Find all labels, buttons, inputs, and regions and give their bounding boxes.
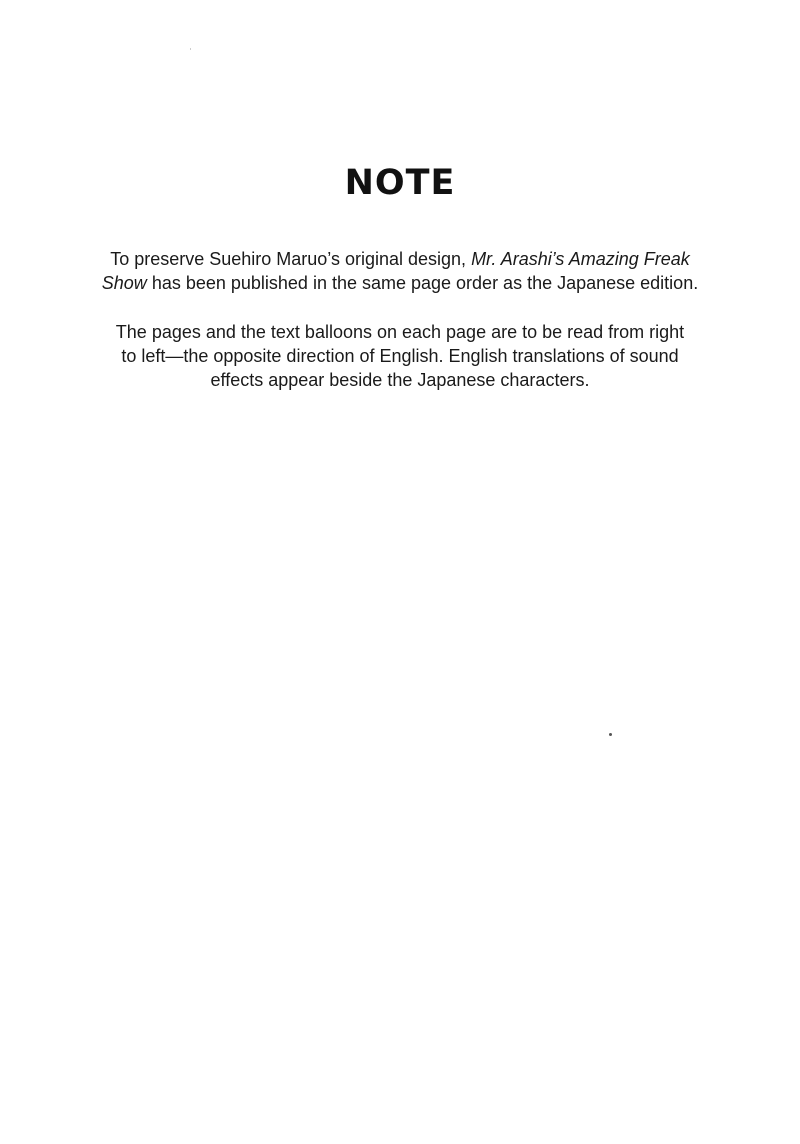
scan-speck [609, 733, 612, 736]
book-title-italic: Show [101, 273, 147, 293]
page-title: NOTE [344, 163, 456, 203]
text-run: To preserve Suehiro Maruo’s original design, [110, 249, 472, 269]
paragraph-line: The pages and the text balloons on each page are to be read from right [115, 322, 685, 342]
paragraph-line [100, 247, 700, 271]
text-run: has been published in the same page order as the Japanese edition. [146, 273, 699, 293]
paragraph-line: effects appear beside the Japanese characters. [210, 370, 590, 390]
note-paragraph-reading-direction [100, 320, 700, 392]
paragraph-line [100, 271, 700, 295]
note-paragraph-page-order [100, 247, 700, 295]
paragraph-line: to left—the opposite direction of English. English translations of sound [121, 346, 679, 366]
scan-speck [190, 48, 191, 50]
book-title-italic: Mr. Arashi’s Amazing Freak [471, 249, 690, 269]
